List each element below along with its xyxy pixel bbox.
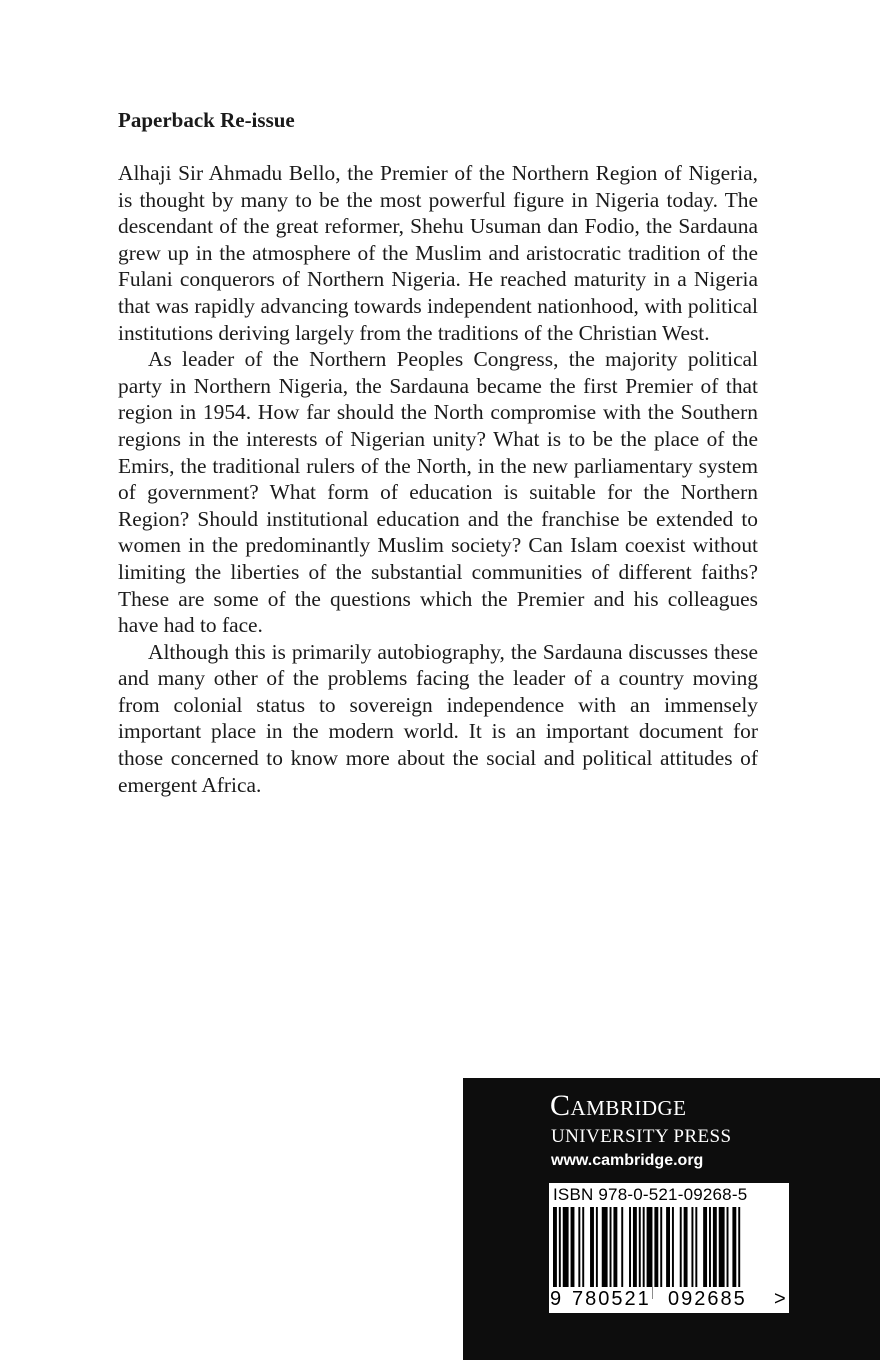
blurb-paragraph-1: Alhaji Sir Ahmadu Bello, the Premier of the Northern Region of Nigeria, is thought by many to be the most powerful figure in Nigeria today. The descendant of the great reformer, Shehu Usuman dan Fodio, the Sardauna grew up in the atmosphere of the Muslim and aristocratic tradition of the Fulani conquerors of Northern Nigeria. He reached maturity in a Nigeria that was rapidly advancing towards independent nationhood, with political institutions deriving largely from the traditions of the Christian West.	[118, 161, 758, 345]
publisher-url: www.cambridge.org	[551, 1152, 704, 1169]
barcode-quiet-mark: >	[774, 1288, 786, 1310]
barcode-bar	[596, 1207, 598, 1287]
barcode-bar	[666, 1207, 670, 1287]
barcode-bar	[691, 1207, 693, 1287]
barcode-bar	[553, 1207, 557, 1299]
barcode-bar	[633, 1207, 637, 1287]
barcode-bar	[719, 1207, 725, 1287]
barcode-bar	[639, 1207, 641, 1287]
barcode-bar	[621, 1207, 623, 1287]
blurb-text	[118, 160, 758, 798]
publisher-logo-subtitle: UNIVERSITY PRESS	[551, 1126, 732, 1147]
barcode-bar	[738, 1207, 740, 1299]
barcode-bar	[647, 1207, 653, 1299]
barcode-bar	[709, 1207, 711, 1287]
barcode-bar	[629, 1207, 631, 1287]
heading-paperback-reissue: Paperback Re-issue	[118, 108, 295, 132]
isbn-label: ISBN 978-0-521-09268-5	[553, 1185, 748, 1204]
blurb-paragraph-2: As leader of the Northern Peoples Congress, the majority political party in Northern Nigeria, the Sardauna became the first Premier of that region in 1954. How far should the North compromise with the Southern regions in the interests of Nigerian unity? What is to be the place of the Emirs, the traditional rulers of the North, in the new parliamentary system of government? What form of education is suitable for the Northern Region? Should institutional education and the franchise be extended to women in the predominantly Muslim society? Can Islam coexist without limiting the liberties of the substantial communities of different faiths? These are some of the questions which the Premier and his colleagues have had to face.	[118, 347, 758, 638]
isbn-barcode	[549, 1183, 789, 1313]
barcode-bar	[703, 1207, 707, 1287]
barcode-bar	[713, 1207, 717, 1287]
barcode-digits	[549, 1287, 789, 1311]
barcode-bar	[684, 1207, 688, 1287]
publisher-panel	[463, 1078, 880, 1360]
barcode-bar	[602, 1207, 608, 1287]
barcode-bar	[610, 1207, 612, 1287]
barcode-bar	[582, 1207, 584, 1287]
barcode-bar	[732, 1207, 736, 1287]
barcode-bar	[563, 1207, 569, 1287]
barcode-bars-icon	[549, 1207, 789, 1299]
barcode-bar	[559, 1207, 561, 1299]
barcode-bar	[727, 1207, 729, 1287]
barcode-lead-digit: 9	[550, 1288, 562, 1310]
barcode-bar	[680, 1207, 682, 1287]
barcode-bar	[578, 1207, 580, 1287]
barcode-bar	[643, 1207, 645, 1299]
barcode-bar	[695, 1207, 697, 1287]
barcode-right-digits: 092685	[668, 1288, 747, 1310]
barcode-bar	[571, 1207, 575, 1287]
barcode-bar	[590, 1207, 594, 1287]
publisher-logo-name: Cambridge	[550, 1089, 687, 1122]
barcode-left-digits: 780521	[572, 1288, 651, 1310]
barcode-bar	[672, 1207, 674, 1287]
barcode-bar	[654, 1207, 658, 1287]
barcode-bar	[613, 1207, 617, 1287]
blurb-paragraph-3: Although this is primarily autobiography, the Sardauna discusses these and many other of the problems facing the leader of a country moving from colonial status to sovereign independence with an immensely important place in the modern world. It is an important document for those concerned to know more about the social and political attitudes of emergent Africa.	[118, 639, 758, 797]
barcode-bar	[660, 1207, 662, 1287]
